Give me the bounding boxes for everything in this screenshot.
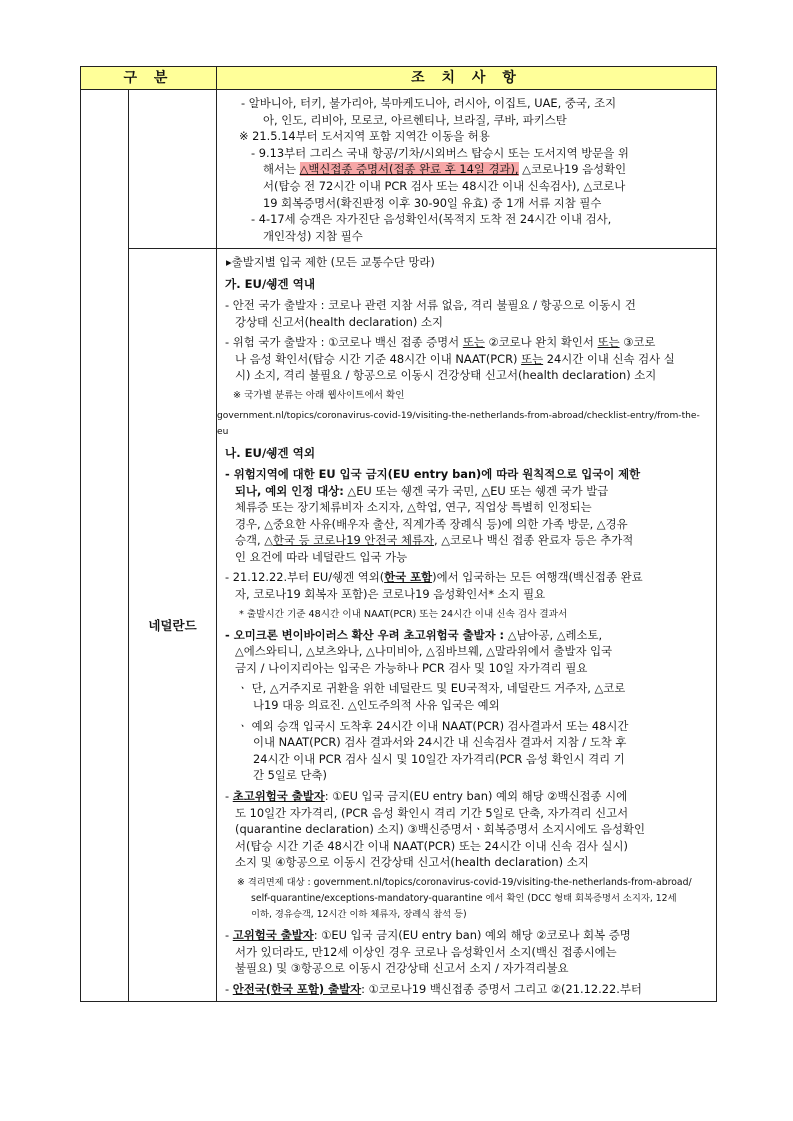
- greece-rule-line-4: 19 회복증명서(확진판정 이후 30-90일 유효) 중 1개 서류 지참 필수: [263, 195, 602, 210]
- safe-country-line-1: - 안전 국가 출발자 : 코로나 관련 지참 서류 없음, 격리 불필요 / 항공으로 이동시 건: [225, 297, 636, 312]
- eu-checklist-url: government.nl/topics/coronavirus-covid-19/visiting-the-netherlands-from-abroad/checklist-entry/from-the-eu: [217, 410, 700, 437]
- very-high-risk-line-2: 도 10일간 자가격리, (PCR 음성 확인시 격리 기간 5일로 단축, 자가격리 신고서: [235, 805, 629, 820]
- note-domestic-travel: ※ 21.5.14부터 도서지역 포함 지역간 이동을 허용: [239, 129, 490, 144]
- exception-passenger-line-2: 이내 NAAT(PCR) 검사 결과서와 24시간 내 신속검사 결과서 지참 / 도착 후: [253, 735, 627, 750]
- greece-rule-line-2: 해서는 △백신접종 증명서(접종 완료 후 14일 경과), △코로나19 음성확인: [263, 162, 627, 177]
- measures-cell-previous: [217, 90, 717, 249]
- greece-rule-line-3: 서(탑승 전 72시간 이내 PCR 검사 또는 48시간 이내 신속검사), △코로나: [263, 178, 626, 193]
- highlight-vaccine-certificate: △백신접종 증명서(접종 완료 후 14일 경과),: [299, 162, 519, 177]
- table-header-row: [81, 67, 717, 90]
- minor-rule-line-1: - 4-17세 승객은 자가진단 음성확인서(목적지 도착 전 24시간 이내 검사,: [251, 212, 612, 227]
- eu-entry-ban-line-2: 되나, 예외 인정 대상: △EU 또는 쉥겐 국가 국민, △EU 또는 쉥겐 국가 발급: [235, 483, 609, 498]
- country-classification-note: ※ 국가별 분류는 아래 웹사이트에서 확인: [233, 389, 405, 401]
- quarantine-exemption-line-1: ※ 격리면제 대상 : government.nl/topics/coronavirus-covid-19/visiting-the-netherlands-from-abroad/: [237, 876, 692, 888]
- safe-country-outside-line-1: - 안전국(한국 포함) 출발자: ①코로나19 백신접종 증명서 그리고 ②(21.12.22.부터: [225, 981, 642, 996]
- eu-entry-ban-line-3: 체류증 또는 장기체류비자 소지자, △학업, 연구, 직업상 특별히 인정되는: [235, 500, 592, 515]
- country-list-line-1: - 알바니아, 터키, 불가리아, 북마케도니아, 러시아, 이집트, UAE, 중국, 조지: [241, 96, 617, 110]
- header-measures: 조 치 사 항: [217, 67, 717, 90]
- country-cell-netherlands: 네덜란드: [129, 249, 217, 1002]
- high-risk-line-2: 서가 있더라도, 만12세 이상인 경우 코로나 음성확인서 소지(백신 접종시에는: [235, 944, 617, 959]
- exception-passenger-line-1: ㆍ 예외 승객 입국시 도착후 24시간 이내 NAAT(PCR) 검사결과서 또는 48시간: [237, 718, 629, 733]
- country-list-line-2: 아, 인도, 리비아, 모로코, 아르헨티나, 브라질, 쿠바, 파키스탄: [263, 112, 567, 127]
- safe-country-line-2: 강상태 신고서(health declaration) 소지: [235, 314, 443, 329]
- quarantine-exemption-line-2: self-quarantine/exceptions-mandatory-quarantine 에서 확인 (DCC 형태 회복증명서 소지자, 12세: [251, 892, 677, 904]
- quarantine-exemption-line-3: 이하, 경유승객, 12시간 이하 체류자, 장례식 참석 등): [251, 908, 467, 920]
- test-result-footnote: * 출발시간 기준 48시간 이내 NAAT(PCR) 또는 24시간 이내 신속 검사 결과서: [239, 608, 568, 620]
- eu-entry-ban-line-6: 인 요건에 따라 네덜란드 입국 가능: [235, 549, 408, 564]
- very-high-risk-line-3: (quarantine declaration) 소지) ③백신증명서ㆍ회복증명서 소지시에도 음성확인: [235, 822, 646, 837]
- exception-passenger-line-4: 간 5일로 단축): [253, 768, 327, 783]
- entry-restriction-intro: ▸출발지별 입국 제한 (모든 교통수단 망라): [226, 255, 435, 270]
- section-eu-schengen-inside: 가. EU/쉥겐 역내: [225, 276, 316, 291]
- risk-country-line-1: - 위험 국가 출발자 : ①코로나 백신 접종 증명서 또는 ②코로나 완치 확인서 또는 ③코로: [225, 335, 656, 350]
- negative-test-rule-line-1: - 21.12.22.부터 EU/쉥겐 역외(한국 포함)에서 입국하는 모든 여행객(백신접종 완료: [225, 570, 643, 585]
- omicron-exception-line-2: 나19 대응 의료진. △인도주의적 사유 입국은 예외: [253, 698, 500, 713]
- measures-cell-netherlands: [217, 249, 717, 1002]
- very-high-risk-line-4: 서(탑승 시간 기준 48시간 이내 NAAT(PCR) 또는 24시간 이내 신속 검사 실시): [235, 838, 628, 853]
- header-category: 구 분: [81, 67, 217, 90]
- omicron-rule-line-2: △에스와티니, △보츠와나, △나미비아, △짐바브웨, △말라위에서 출발자 입국: [235, 644, 613, 659]
- country-cell-previous: [129, 90, 217, 249]
- minor-rule-line-2: 개인작성) 지참 필수: [263, 228, 363, 243]
- eu-entry-ban-line-4: 경우, △중요한 사유(배우자 출산, 직계가족 장례식 등)에 의한 가족 방문, △경유: [235, 516, 628, 531]
- section-eu-schengen-outside: 나. EU/쉥겐 역외: [225, 445, 316, 460]
- region-cell: [81, 90, 129, 1002]
- high-risk-line-3: 불필요) 및 ③항공으로 이동시 건강상태 신고서 소지 / 자가격리불요: [235, 961, 569, 976]
- exception-passenger-line-3: 24시간 이내 PCR 검사 실시 및 10일간 자가격리(PCR 음성 확인시 격리 기: [253, 751, 625, 766]
- measures-table: [80, 66, 717, 1002]
- eu-entry-ban-line-1: - 위험지역에 대한 EU 입국 금지(EU entry ban)에 따라 원칙적으로 입국이 제한: [225, 466, 641, 481]
- eu-entry-ban-line-5: 승객, △한국 등 코로나19 안전국 체류자, △코로나 백신 접종 완료자 등은 추가적: [235, 533, 634, 548]
- greece-rule-line-1: - 9.13부터 그리스 국내 항공/기차/시외버스 탑승시 또는 도서지역 방문을 위: [251, 145, 629, 160]
- table-row-netherlands: [81, 249, 717, 1002]
- very-high-risk-line-5: 소지 및 ④항공으로 이동시 건강상태 신고서(health declaration) 소지: [235, 855, 589, 870]
- omicron-rule-line-1: - 오미크론 변이바이러스 확산 우려 초고위험국 출발자 : △남아공, △레소토,: [225, 627, 603, 642]
- table-row-previous-country: [81, 90, 717, 249]
- risk-country-line-3: 시) 소지, 격리 불필요 / 항공으로 이동시 건강상태 신고서(health declaration) 소지: [235, 368, 657, 383]
- very-high-risk-line-1: - 초고위험국 출발자: ①EU 입국 금지(EU entry ban) 예외 해당 ②백신접종 시에: [225, 789, 628, 803]
- risk-country-line-2: 나 음성 확인서(탑승 시간 기준 48시간 이내 NAAT(PCR) 또는 24시간 이내 신속 검사 실: [235, 351, 675, 366]
- high-risk-line-1: - 고위험국 출발자: ①EU 입국 금지(EU entry ban) 예외 해당 ②코로나 회복 증명: [225, 927, 631, 942]
- negative-test-rule-line-2: 자, 코로나19 회복자 포함)은 코로나19 음성확인서* 소지 필요: [235, 587, 546, 602]
- omicron-rule-line-3: 금지 / 나이지리아는 입국은 가능하나 PCR 검사 및 10일 자가격리 필요: [235, 660, 588, 675]
- omicron-exception-line-1: ㆍ 단, △거주지로 귀환을 위한 네덜란드 및 EU국적자, 네덜란드 거주자, △코로: [237, 681, 626, 696]
